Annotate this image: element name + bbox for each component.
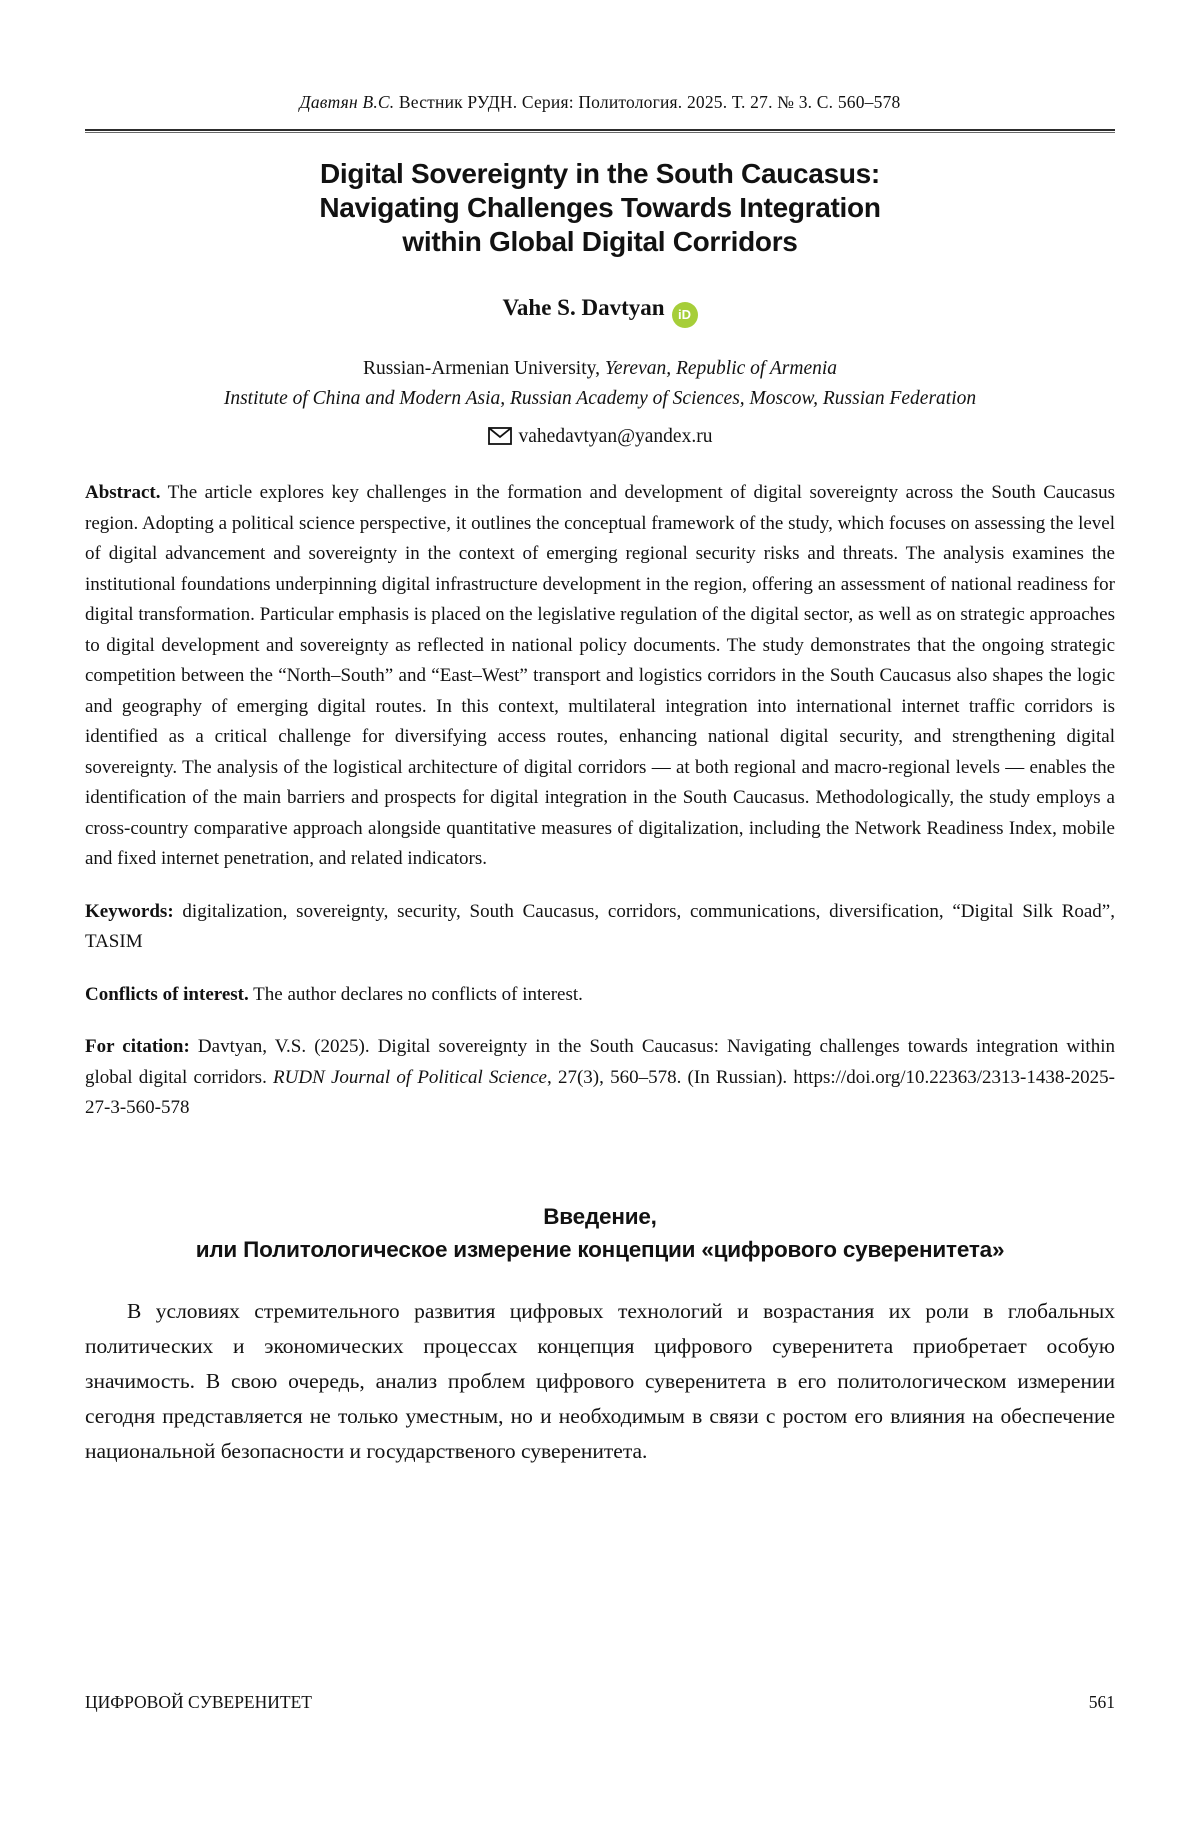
- author-name: Vahe S. Davtyan: [502, 295, 665, 320]
- affiliation-line1: [85, 354, 1115, 384]
- abstract: [85, 478, 1115, 875]
- affiliation-city-country: Yerevan, Republic of Armenia: [604, 358, 838, 379]
- for-citation: [85, 1032, 1115, 1124]
- abstract-label: Abstract.: [85, 482, 161, 503]
- article-title-line1: Digital Sovereignty in the South Caucasus:: [320, 158, 880, 189]
- affiliation-line2: Institute of China and Modern Asia, Russian Academy of Sciences, Moscow, Russian Federation: [223, 388, 977, 409]
- footer-page-number: 561: [1088, 1692, 1115, 1712]
- author-email[interactable]: vahedavtyan@yandex.ru: [518, 426, 713, 447]
- conflicts-of-interest: [85, 980, 1115, 1011]
- keywords-label: Keywords:: [85, 900, 174, 922]
- intro-paragraph: В условиях стремительного развития цифровых технологий и возрастания их роли в глобальных политических и экономических процессах концепция цифрового суверенитета приобретает особую значимость. В свою очередь, анализ проблем цифрового суверенитета в его политологическом измерении сегодня представляется не только уместным, но и необходимым в связи с ростом его влияния на обеспечение национальной безопасности и государственого суверенитета.: [85, 1298, 1115, 1463]
- envelope-icon: [488, 427, 512, 445]
- section-heading-line1: Введение,: [543, 1203, 657, 1229]
- running-head-journal-info: Вестник РУДН. Серия: Политология. 2025. Т. 27. № 3. С. 560–578: [394, 92, 901, 112]
- citation-journal-name: RUDN Journal of Political Science: [273, 1066, 547, 1088]
- citation-text-before-journal: Davtyan, V.S. (2025). Digital sovereignty in the South Caucasus: Navigating challenges towards integration within global digital corridors.: [85, 1036, 1115, 1088]
- abstract-text: The article explores key challenges in the formation and development of digital sovereignty across the South Caucasus region. Adopting a political science perspective, it outlines the conceptual framework of the study, which focuses on assessing the level of digital advancement and sovereignty in the context of emerging regional security risks and threats. The analysis examines the institutional foundations underpinning digital infrastructure development in the region, offering an assessment of national readiness for digital transformation. Particular emphasis is placed on the legislative regulation of the digital sector, as well as on strategic approaches to digital development and sovereignty as reflected in national policy documents. The study demonstrates that the ongoing strategic competition between the “North–South” and “East–West” transport and logistics corridors in the South Caucasus also shapes the logic and geography of emerging digital routes. In this context, multilateral integration into international internet traffic corridors is identified as a critical challenge for diversifying access routes, enhancing national digital security, and strengthening digital sovereignty. The analysis of the logistical architecture of digital corridors — at both regional and macro-regional levels — enables the identification of the main barriers and prospects for digital integration in the South Caucasus. Methodologically, the study employs a cross-country comparative approach alongside quantitative measures of digitalization, including the Network Readiness Index, mobile and fixed internet penetration, and related indicators.: [85, 482, 1115, 869]
- running-head: [85, 92, 1115, 113]
- keywords-text: digitalization, sovereignty, security, South Caucasus, corridors, communications, diversification, “Digital Silk Road”, TASIM: [85, 900, 1115, 952]
- keywords: [85, 897, 1115, 958]
- header-rule: [85, 129, 1115, 133]
- section-heading-introduction: [85, 1200, 1115, 1266]
- citation-doi-link[interactable]: https://doi.org/10.22363/2313-1438-2025-27-3-560-578: [85, 1066, 1115, 1118]
- page-footer: [85, 1692, 1115, 1713]
- article-title: [85, 157, 1115, 259]
- article-title-line2: Navigating Challenges Towards Integration: [319, 192, 881, 223]
- affiliations: [85, 354, 1115, 414]
- conflicts-text: The author declares no conflicts of interest.: [248, 983, 583, 1005]
- article-title-line3: within Global Digital Corridors: [402, 226, 798, 257]
- citation-text-after-journal: , 27(3), 560–578. (In Russian).: [546, 1066, 794, 1088]
- author-line: [85, 295, 1115, 328]
- footer-running-title: ЦИФРОВОЙ СУВЕРЕНИТЕТ: [85, 1692, 312, 1712]
- orcid-icon[interactable]: iD: [672, 302, 698, 328]
- affiliation-university: Russian-Armenian University,: [362, 358, 605, 379]
- running-head-author: Давтян В.С.: [299, 92, 395, 112]
- citation-label: For citation:: [85, 1036, 190, 1057]
- conflicts-label: Conflicts of interest.: [85, 983, 249, 1005]
- section-heading-line2: или Политологическое измерение концепции «цифрового суверенитета»: [195, 1236, 1005, 1262]
- email-line: [85, 426, 1115, 448]
